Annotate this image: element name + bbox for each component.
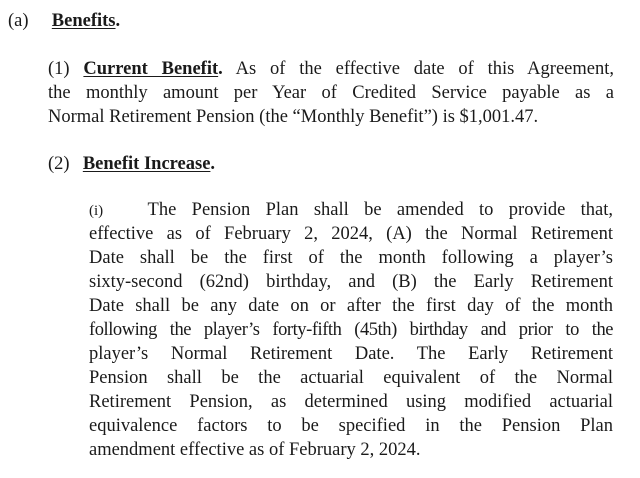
item-2-marker: (2) (48, 154, 70, 174)
item-2-i-line-10: equivalence factors to be specified in the Pension Plan (89, 416, 613, 436)
item-2-i-line-4: sixty-second (62nd) birthday, and (B) the Early Retirement (89, 272, 613, 292)
item-2-i-line-1 (89, 199, 613, 222)
item-1-heading: Current Benefit (83, 59, 219, 79)
item-1-heading-period: . (218, 59, 223, 79)
section-a-heading: Benefits (51, 11, 116, 31)
item-2-heading: Benefit Increase (82, 154, 211, 174)
item-2-i-line-6: following the player’s forty-fifth (45th) birthday and prior to the (89, 320, 613, 340)
item-2-i-line-3: Date shall be the first of the month following a player’s (89, 248, 613, 268)
item-2-i-line-8: Pension shall be the actuarial equivalent of the Normal (89, 368, 613, 388)
item-2-i-text-line-1: The Pension Plan shall be amended to provide that, (147, 200, 614, 220)
item-1-marker: (1) (48, 59, 70, 79)
item-1-text-line-1: As of the effective date of this Agreement, (235, 59, 614, 79)
item-2-i-line-7: player’s Normal Retirement Date. The Early Retirement (89, 344, 613, 364)
item-1-line-2: the monthly amount per Year of Credited Service payable as a (48, 83, 614, 103)
item-2-i-line-2: effective as of February 2, 2024, (A) the Normal Retirement (89, 224, 613, 244)
item-1-line-3: Normal Retirement Pension (the “Monthly Benefit”) is $1,001.47. (48, 107, 539, 127)
item-1-line-1 (48, 58, 614, 80)
item-2-i-line-9: Retirement Pension, as determined using modified actuarial (89, 392, 613, 412)
section-a-heading-line (8, 10, 120, 32)
item-2-i-marker: (i) (89, 203, 104, 219)
item-2-heading-line (48, 153, 215, 175)
item-2-heading-period: . (210, 154, 216, 174)
item-2-i-line-5: Date shall be any date on or after the first day of the month (89, 296, 613, 316)
section-a-marker: (a) (8, 11, 29, 31)
section-a-heading-period: . (115, 11, 121, 31)
item-2-i-line-11: amendment effective as of February 2, 2024. (89, 440, 421, 460)
